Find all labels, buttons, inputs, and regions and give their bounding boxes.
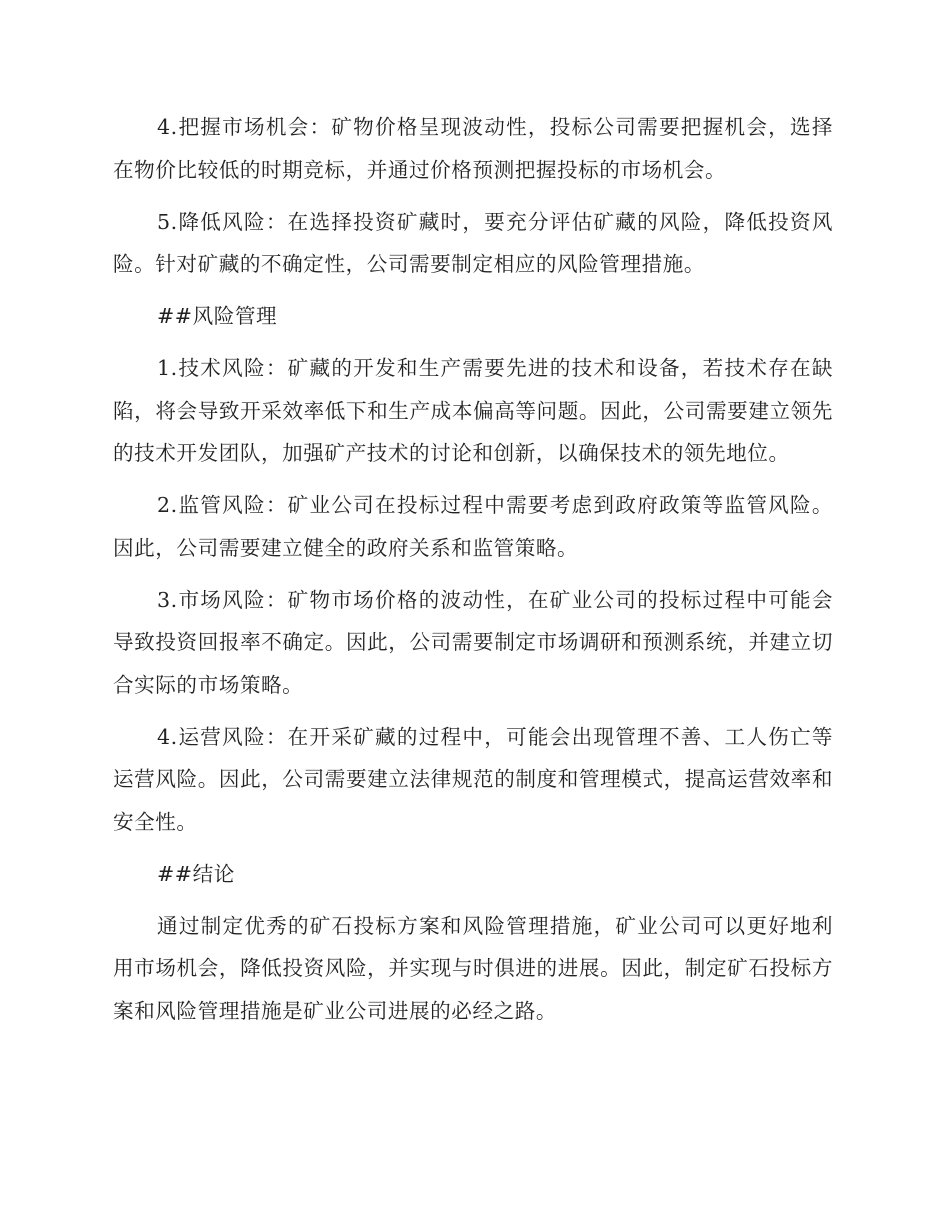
section-heading-conclusion: ##结论: [157, 861, 235, 886]
paragraph-operational-risk: 4.运营风险：在开采矿藏的过程中，可能会出现管理不善、工人伤亡等运营风险。因此，公司需要建立法律规范的制度和管理模式，提高运营效率和安全性。: [113, 724, 833, 834]
section-heading-risk-management: ##风险管理: [157, 304, 278, 328]
paragraph-regulatory-risk: 2.监管风险：矿业公司在投标过程中需要考虑到政府政策等监管风险。因此，公司需要建立健全的政府关系和监管策略。: [113, 493, 833, 560]
paragraph-market-risk: 3.市场风险：矿物市场价格的波动性，在矿业公司的投标过程中可能会导致投资回报率不确定。因此，公司需要制定市场调研和预测系统，并建立切合实际的市场策略。: [113, 587, 833, 697]
document-page: [113, 106, 833, 1042]
paragraph-technical-risk: 1.技术风险：矿藏的开发和生产需要先进的技术和设备，若技术存在缺陷，将会导致开采效率低下和生产成本偏高等问题。因此，公司需要建立领先的技术开发团队，加强矿产技术的讨论和创新，以确保技术的领先地位。: [113, 356, 833, 465]
paragraph-reduce-risk: 5.降低风险：在选择投资矿藏时，要充分评估矿藏的风险，降低投资风险。针对矿藏的不确定性，公司需要制定相应的风险管理措施。: [113, 209, 833, 276]
paragraph-market-opportunity: 4.把握市场机会：矿物价格呈现波动性，投标公司需要把握机会，选择在物价比较低的时期竞标，并通过价格预测把握投标的市场机会。: [113, 115, 833, 182]
paragraph-conclusion: 通过制定优秀的矿石投标方案和风险管理措施，矿业公司可以更好地利用市场机会，降低投资风险，并实现与时俱进的进展。因此，制定矿石投标方案和风险管理措施是矿业公司进展的必经之路。: [113, 913, 833, 1023]
